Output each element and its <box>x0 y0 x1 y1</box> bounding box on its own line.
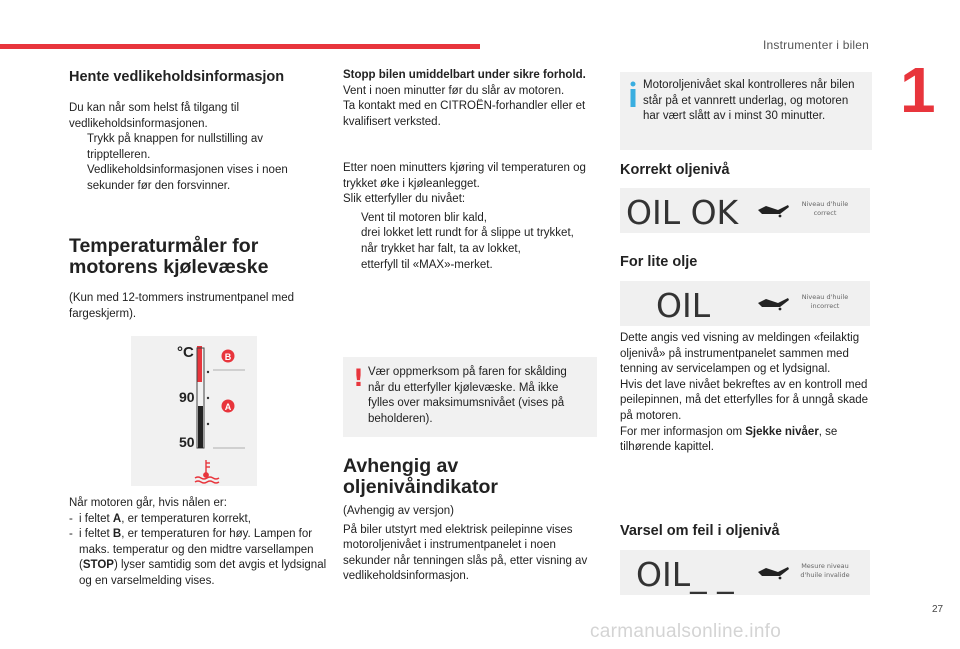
list-item: når trykket har falt, ta av lokket, <box>361 242 521 255</box>
marker-a-label: A <box>224 402 232 412</box>
gauge-red-zone <box>197 346 202 382</box>
gauge-needle-bar <box>198 406 203 448</box>
watermark: carmanualsonline.info <box>590 621 782 642</box>
section-title-maintenance-info: Hente vedlikeholdsinformasjon <box>69 69 285 85</box>
oil-level-label-line1: Niveau d'huile <box>801 293 849 301</box>
coolant-gauge-svg <box>131 336 257 486</box>
paragraph: For mer informasjon om Sjekke nivåer, se tilhørende kapittel. <box>620 425 838 454</box>
section-title-oil-level-indicator: Avhengig av oljenivåindikator <box>343 455 498 498</box>
info-text: Motoroljenivået skal kontrolleres når bilen står på et vannrett underlag, og motoren har vært slått av i minst 30 minutter. <box>643 79 855 123</box>
warning-text: Vær oppmerksom på faren for skålding når du etterfyller kjølevæske. Må ikke fylles over maksimumsnivået (vises på beholderen). <box>368 366 567 425</box>
warning-exclamation-icon: ! <box>353 364 364 392</box>
oil-low-display <box>620 281 870 326</box>
oil-low-display-svg <box>620 281 870 326</box>
oil-ok-display <box>620 188 870 233</box>
topping-up-text <box>343 161 597 273</box>
gauge-tick <box>207 423 209 425</box>
gauge-tick <box>207 397 209 399</box>
paragraph: (Avhengig av versjon) <box>343 505 455 517</box>
oil-display-text: OIL OK <box>626 193 739 232</box>
header-accent-bar <box>0 44 480 49</box>
gauge-tick-label-high: 90 <box>179 389 195 405</box>
oil-ok-display-svg <box>620 188 870 233</box>
maintenance-info-text <box>69 101 324 195</box>
list-item: - i feltet A, er temperaturen korrekt, <box>69 512 251 525</box>
oil-display-text: OIL_ _ <box>636 555 734 594</box>
paragraph: Ta kontakt med en CITROËN-forhandler eller et kvalifisert verksted. <box>343 100 586 128</box>
paragraph: På biler utstyrt med elektrisk peilepinne vises motoroljenivået i instrumentpanelet i noen sekunder når tenningen slås på, etter visning av vedlikeholdsinformasjon. <box>343 523 588 583</box>
oil-can-icon <box>758 298 789 310</box>
list-item: drei lokket lett rundt for å slippe ut trykket, <box>361 227 574 240</box>
oil-can-icon <box>758 205 789 217</box>
oil-level-label-line2: d'huile invalide <box>800 571 850 579</box>
section-title-coolant-gauge: Temperaturmåler for motorens kjølevæske <box>69 235 269 278</box>
coolant-temperature-gauge-illustration <box>131 336 257 486</box>
oil-level-label-line1: Mesure niveau <box>801 562 849 570</box>
coolant-needle-explanation <box>69 496 331 590</box>
list-item: Trykk på knappen for nullstilling av tripptelleren. <box>87 133 263 161</box>
oil-can-icon <box>758 567 789 579</box>
paragraph: Slik etterfyller du nivået: <box>343 193 466 206</box>
scalding-warning-box <box>343 357 597 437</box>
gauge-unit-label: °C <box>177 344 194 361</box>
section-title-low-oil: For lite olje <box>620 254 698 270</box>
oil-level-label-line1: Niveau d'huile <box>801 200 849 208</box>
stop-vehicle-text <box>343 68 597 130</box>
list-item: - i feltet B, er temperaturen for høy. Lampen for maks. temperatur og den midtre varsellampen (STOP) lyser samtidig som det avgis et lydsignal og en varselmelding vises. <box>69 528 327 587</box>
section-title-oil-level-fault: Varsel om feil i oljenivå <box>620 523 780 539</box>
marker-b-label: B <box>224 352 232 362</box>
low-oil-text <box>620 331 878 456</box>
paragraph: Vent i noen minutter før du slår av motoren. <box>343 84 565 97</box>
oil-check-info-box <box>620 72 872 150</box>
running-header: Instrumenter i bilen <box>763 38 870 52</box>
paragraph: Du kan når som helst få tilgang til vedlikeholdsinformasjonen. <box>69 102 240 130</box>
coolant-gauge-note: (Kun med 12-tommers instrumentpanel med fargeskjerm). <box>69 292 294 320</box>
gauge-tick-label-low: 50 <box>179 434 195 450</box>
list-item: Vent til motoren blir kald, <box>361 211 487 224</box>
section-title-correct-oil-level: Korrekt oljenivå <box>620 162 730 178</box>
paragraph: Vedlikeholdsinformasjonen vises i noen sekunder før den forsvinner. <box>87 164 288 192</box>
oil-fault-display <box>620 550 870 595</box>
oil-level-indicator-text <box>343 504 597 585</box>
info-icon <box>630 81 636 107</box>
paragraph: Dette angis ved visning av meldingen «feilaktig oljenivå» på instrumentpanelet sammen med tenning av servicelampen og et lydsignal. <box>620 332 860 376</box>
paragraph: Etter noen minutters kjøring vil temperaturen og trykket øke i kjøleanlegget. <box>343 162 586 190</box>
paragraph-bold: Stopp bilen umiddelbart under sikre forhold. <box>343 69 586 81</box>
gauge-tick <box>207 371 209 373</box>
coolant-temperature-icon <box>195 460 219 483</box>
chapter-number: 1 <box>900 54 936 126</box>
oil-level-label-line2: correct <box>813 209 837 217</box>
page-number: 27 <box>932 604 944 615</box>
oil-level-label-line2: incorrect <box>810 302 840 310</box>
paragraph: Når motoren går, hvis nålen er: <box>69 497 227 509</box>
list-item: etterfyll til «MAX»-merket. <box>361 258 493 271</box>
oil-fault-display-svg <box>620 550 870 595</box>
paragraph: Hvis det lave nivået bekreftes av en kontroll med peilepinnen, må det etterfylles for å unngå skade på motoren. <box>620 378 869 422</box>
oil-display-text: OIL <box>656 286 711 325</box>
